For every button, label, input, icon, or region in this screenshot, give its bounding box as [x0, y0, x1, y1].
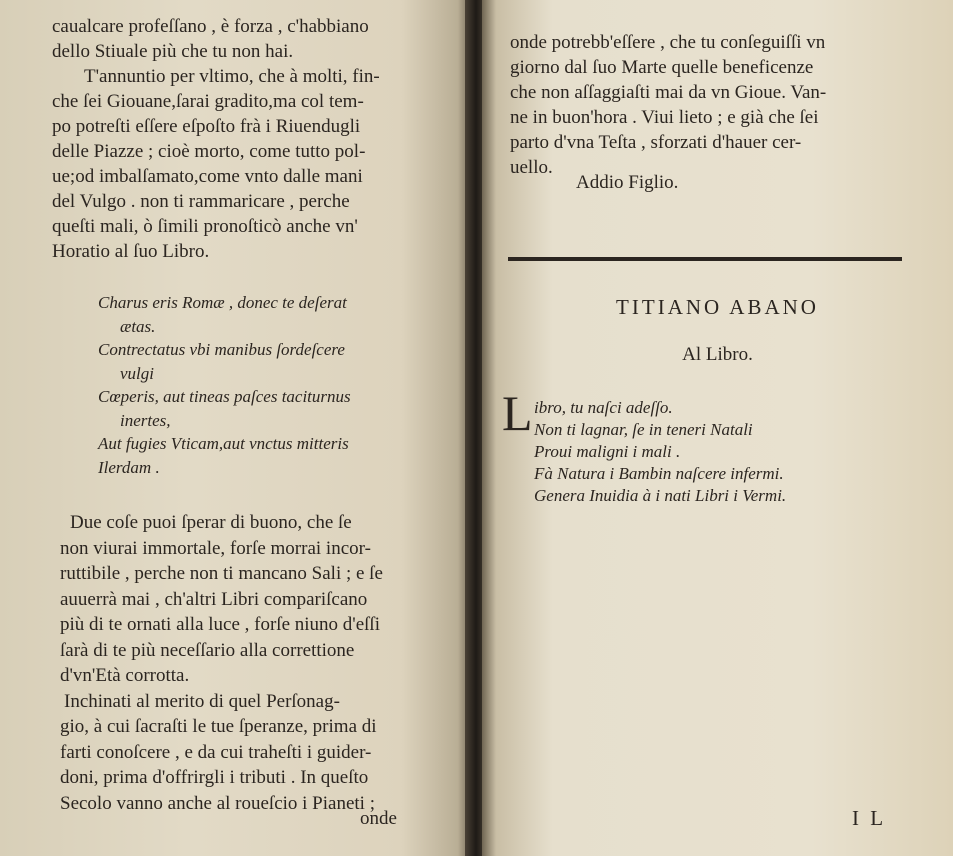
text-line: Charus eris Romæ , donec te deſerat: [98, 293, 347, 312]
text-line: farti conoſcere , e da cui traheſti i guider-: [60, 741, 372, 763]
author-heading: TITIANO ABANO: [616, 295, 819, 319]
text-line: vulgi: [120, 363, 154, 383]
subheading: Al Libro.: [682, 344, 753, 365]
text-line: Inchinati al merito di quel Perſonag-: [64, 690, 340, 712]
text-line: onde potrebb'eſſere , che tu conſeguiſſi vn: [510, 32, 826, 53]
text-line: dello Stiuale più che tu non hai.: [52, 41, 294, 62]
text-line: T'annuntio per vltimo, che à molti, fin-: [84, 66, 380, 87]
text-line: d'vn'Età corrotta.: [60, 665, 190, 686]
text-line: Contrectatus vbi manibus ſordeſcere: [98, 340, 345, 359]
text-line: auuerrà mai , ch'altri Libri compariſcano: [60, 588, 368, 610]
text-line: ruttibile , perche non ti mancano Sali ; e ſe: [60, 563, 383, 584]
text-line: inertes,: [120, 410, 171, 430]
text-line: non viurai immortale, forſe morrai incor-: [60, 537, 371, 559]
text-line: ſarà di te più neceſſario alla correttione: [60, 639, 355, 661]
left-page: [0, 0, 472, 856]
text-line: che ſei Giouane,ſarai gradito,ma col tem-: [52, 91, 364, 112]
text-line: po potreſti eſſere eſpoſto frà i Riuendugli: [52, 116, 361, 137]
text-line: Fà Natura i Bambin naſcere infermi.: [534, 464, 784, 483]
text-line: ibro, tu naſci adeſſo.: [534, 398, 673, 417]
text-line: Secolo vanno anche al roueſcio i Pianeti ;: [60, 792, 375, 814]
catchword: onde: [360, 808, 397, 829]
text-line: caualcare profeſſano , è forza , c'habbiano: [52, 16, 369, 37]
text-line: ue;od imbalſamato,come vnto dalle mani: [52, 166, 363, 187]
closing-line: Addio Figlio.: [576, 172, 679, 193]
text-line: Ilerdam .: [98, 457, 160, 477]
text-line: uello.: [510, 157, 553, 178]
text-line: Horatio al ſuo Libro.: [52, 241, 210, 262]
drop-cap: L: [502, 385, 533, 441]
text-line: Genera Inuidia à i nati Libri i Vermi.: [534, 486, 787, 505]
text-line: del Vulgo . non ti rammaricare , perche: [52, 191, 350, 212]
text-line: parto d'vna Teſta , sforzati d'hauer cer-: [510, 132, 802, 153]
text-line: Non ti lagnar, ſe in teneri Natali: [534, 420, 753, 439]
horizontal-rule: [508, 257, 902, 261]
text-line: Cœperis, aut tineas paſces taciturnus: [98, 387, 351, 406]
text-line: ne in buon'hora . Viui lieto ; e già che ſei: [510, 107, 819, 128]
text-line: Aut fugies Vticam,aut vnctus mitteris: [98, 434, 349, 453]
text-line: più di te ornati alla luce , forſe niuno d'eſſi: [60, 614, 380, 635]
text-line: gio, à cui ſacraſti le tue ſperanze, prima di: [60, 716, 377, 737]
text-line: queſti mali, ò ſimili pronoſticò anche vn': [52, 216, 358, 237]
text-line: delle Piazze ; cioè morto, come tutto pol-: [52, 141, 366, 162]
text-line: che non aſſaggiaſti mai da vn Gioue. Van-: [510, 82, 827, 103]
text-line: ætas.: [120, 316, 156, 336]
right-page: [482, 0, 953, 856]
text-line: doni, prima d'offrirgli i tributi . In queſto: [60, 767, 369, 788]
text-line: Due coſe puoi ſperar di buono, che ſe: [70, 512, 352, 533]
signature-mark: I L: [852, 806, 887, 830]
text-line: giorno dal ſuo Marte quelle beneficenze: [510, 57, 814, 78]
text-line: Proui maligni i mali .: [534, 442, 681, 461]
